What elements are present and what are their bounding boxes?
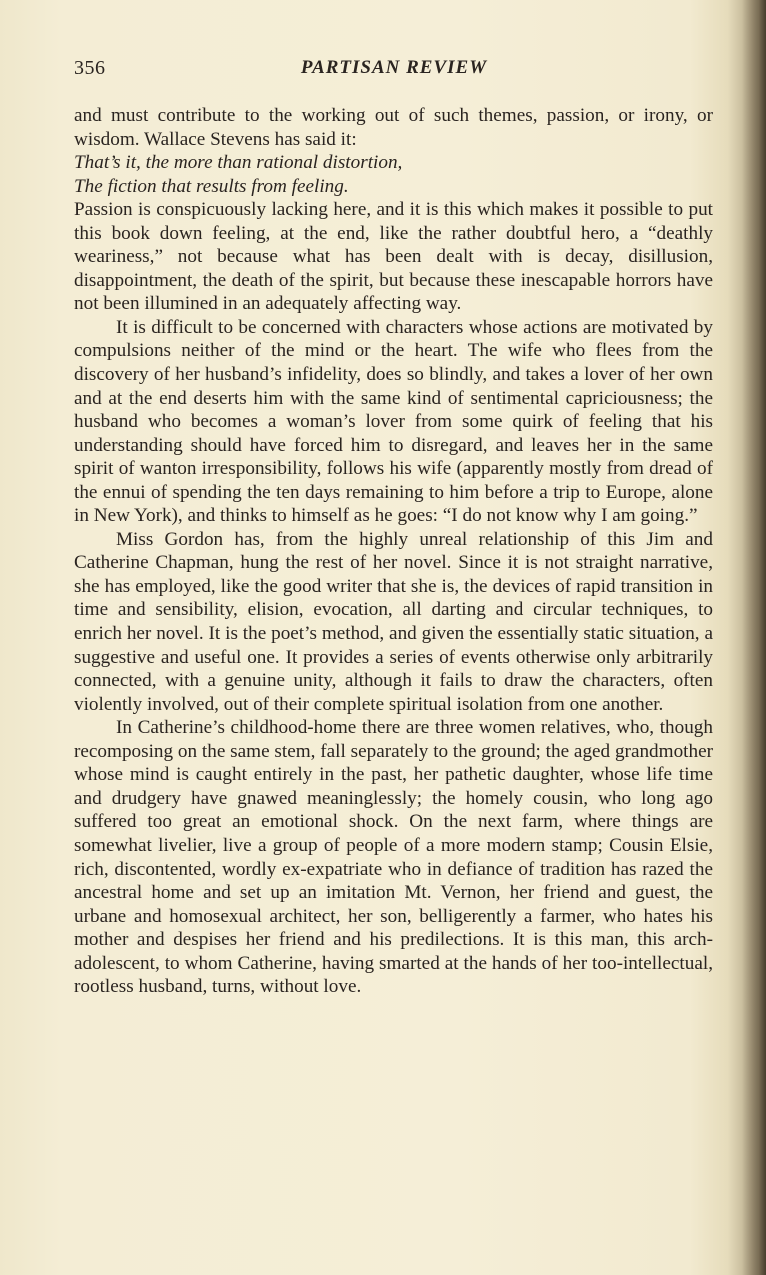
verse-line-1: That’s it, the more than rational distortion,: [74, 152, 403, 174]
body-text: [74, 104, 713, 999]
paragraph-1: and must contribute to the working out of such themes, passion, or irony, or wisdom. Wallace Stevens has said it:: [74, 105, 713, 150]
page-header: [74, 57, 714, 87]
paragraph-2: Passion is conspicuously lacking here, and it is this which makes it possible to put this book down feeling, at the end, like the rather doubtful hero, a “deathly weariness,” not because what has been dealt with is decay, disillusion, disappointment, the death of the spirit, but because these inescapable horrors have not been illumined in an adequately affecting way.: [74, 199, 713, 315]
spine-shadow: [742, 0, 766, 1275]
paragraph-3: It is difficult to be concerned with characters whose actions are motivated by compulsions neither of the mind or the heart. The wife who flees from the discovery of her husband’s infidelity, does so blindly, and takes a lover of her own and at the end deserts him with the same kind of sentimental capriciousness; the husband who becomes a woman’s lover from some quirk of feeling that his understanding should have forced him to disregard, and leaves her in the same spirit of wanton irresponsibility, follows his wife (apparently mostly from dread of the ennui of spending the ten days remaining to him before a trip to Europe, alone in New York), and thinks to himself as he goes: “I do not know why I am going.”: [74, 316, 713, 527]
running-head: PARTISAN REVIEW: [300, 57, 488, 78]
page-number: 356: [74, 57, 106, 79]
verse-line-2: The fiction that results from feeling.: [74, 175, 349, 197]
paragraph-4: Miss Gordon has, from the highly unreal relationship of this Jim and Catherine Chapman, hung the rest of her novel. Since it is not straight narrative, she has employed, like the good writer that she is, the devices of rapid transition in time and sensibility, elision, evocation, all darting and circular techniques, to enrich her novel. It is the poet’s method, and given the essentially static situation, a suggestive and useful one. It provides a series of events otherwise only arbitrarily connected, with a genuine unity, although it fails to draw the characters, often violently involved, out of their complete spiritual isolation from one another.: [74, 528, 713, 715]
paragraph-5: In Catherine’s childhood-home there are three women relatives, who, though recomposing on the same stem, fall separately to the ground; the aged grandmother whose mind is caught entirely in the past, her pathetic daughter, whose life time and drudgery have gnawed meaninglessly; the homely cousin, who long ago suffered too great an emotional shock. On the next farm, where things are somewhat livelier, live a group of people of a more modern stamp; Cousin Elsie, rich, discontented, wordly ex-expatriate who in defiance of tradition has razed the ancestral home and set up an imitation Mt. Vernon, her friend and guest, the urbane and homosexual architect, her son, belligerently a farmer, who hates his mother and despises her friend and his predilections. It is this man, this arch-adolescent, to whom Catherine, having smarted at the hands of her too-intellectual, rootless husband, turns, without love.: [74, 717, 713, 998]
